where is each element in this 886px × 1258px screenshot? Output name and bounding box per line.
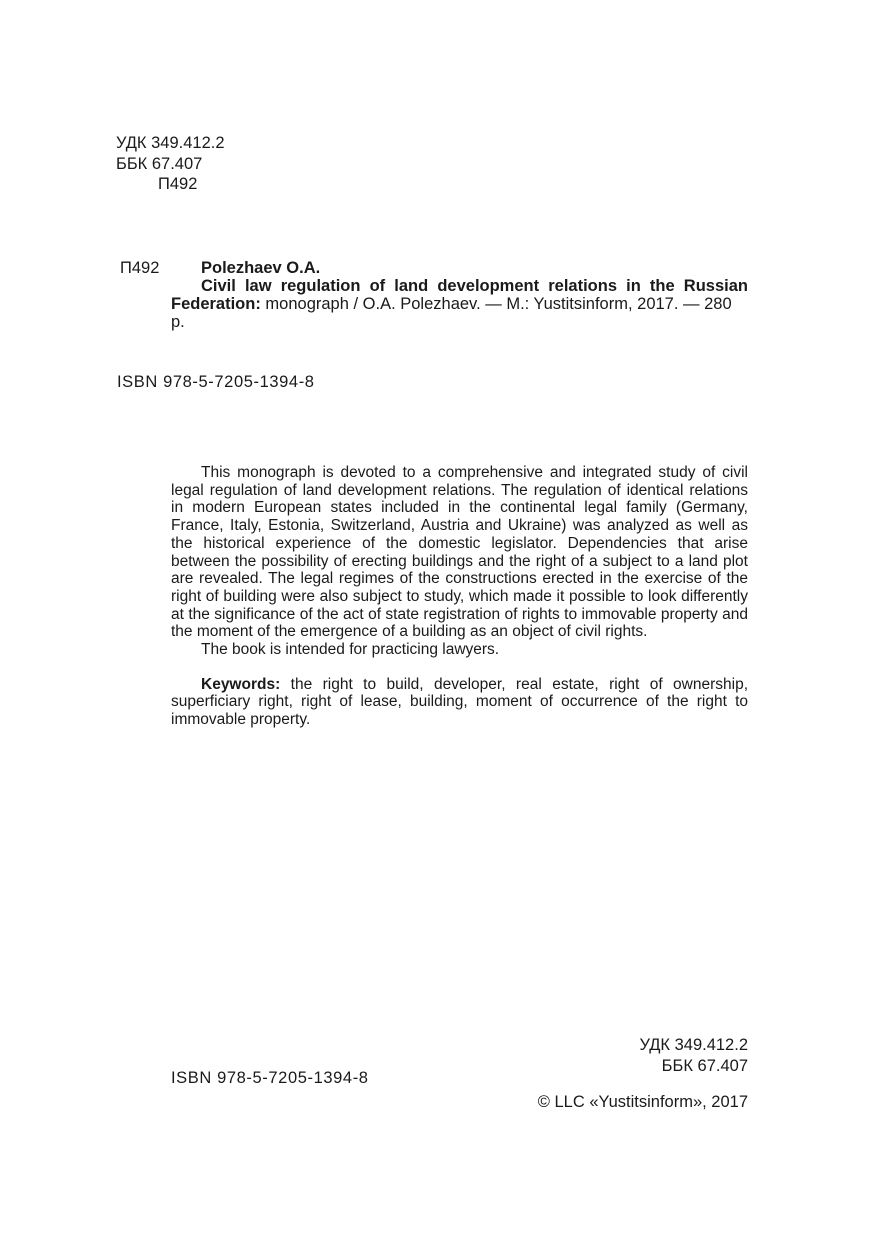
catalog-title-bold: Civil law regulation of land development relations in the Russian — [201, 277, 748, 295]
classification-codes-bottom — [639, 1035, 748, 1076]
abstract-paragraph-2: The book is intended for practicing lawyers. — [201, 641, 500, 659]
abstract — [171, 464, 748, 729]
keywords — [171, 676, 748, 729]
isbn-bottom: ISBN 978-5-7205-1394-8 — [171, 1069, 369, 1087]
classification-codes-top — [116, 133, 225, 195]
udk-code-bottom: УДК 349.412.2 — [639, 1036, 748, 1054]
keywords-label: Keywords: — [201, 675, 281, 693]
catalog-entry — [171, 259, 748, 331]
bbk-code-bottom: ББК 67.407 — [661, 1056, 748, 1075]
bbk-code: ББК 67.407 — [116, 154, 203, 173]
abstract-paragraph-1: This monograph is devoted to a comprehensive and integrated study of civil legal regulation of land development relations. The regulation of identical relations in modern European states included in the continental legal family (Germany, France, Italy, Estonia, Switzerland, Austria and Ukraine) was analyzed as well as the historical experience of the domestic legislator. Dependencies that arise between the possibility of erecting buildings and the right of a subject to a land plot are revealed. The legal regimes of the constructions erected in the exercise of the right of building were also subject to study, which made it possible to look differently at the significance of the act of state registration of rights to immovable property and the moment of the emergence of a building as an object of civil rights. — [171, 464, 748, 641]
catalog-title-line1 — [171, 277, 748, 295]
author-mark-code: П492 — [158, 175, 198, 193]
catalog-author-mark: П492 — [120, 259, 160, 277]
catalog-author: Polezhaev O.A. — [201, 259, 321, 277]
copyright-notice: © LLC «Yustitsinform», 2017 — [537, 1093, 748, 1111]
catalog-publication-info: monograph / O.A. Polezhaev. — M.: Yustitsinform, 2017. — 280 p. — [171, 295, 732, 331]
catalog-title-end-bold: Federation: — [171, 295, 261, 313]
catalog-title-line2 — [171, 295, 748, 331]
udk-code: УДК 349.412.2 — [116, 134, 225, 152]
isbn-top: ISBN 978-5-7205-1394-8 — [117, 373, 315, 391]
keywords-text: the right to build, developer, real estate, right of ownership, superficiary right, right of lease, building, moment of occurrence of the right to immovable property. — [171, 675, 748, 729]
